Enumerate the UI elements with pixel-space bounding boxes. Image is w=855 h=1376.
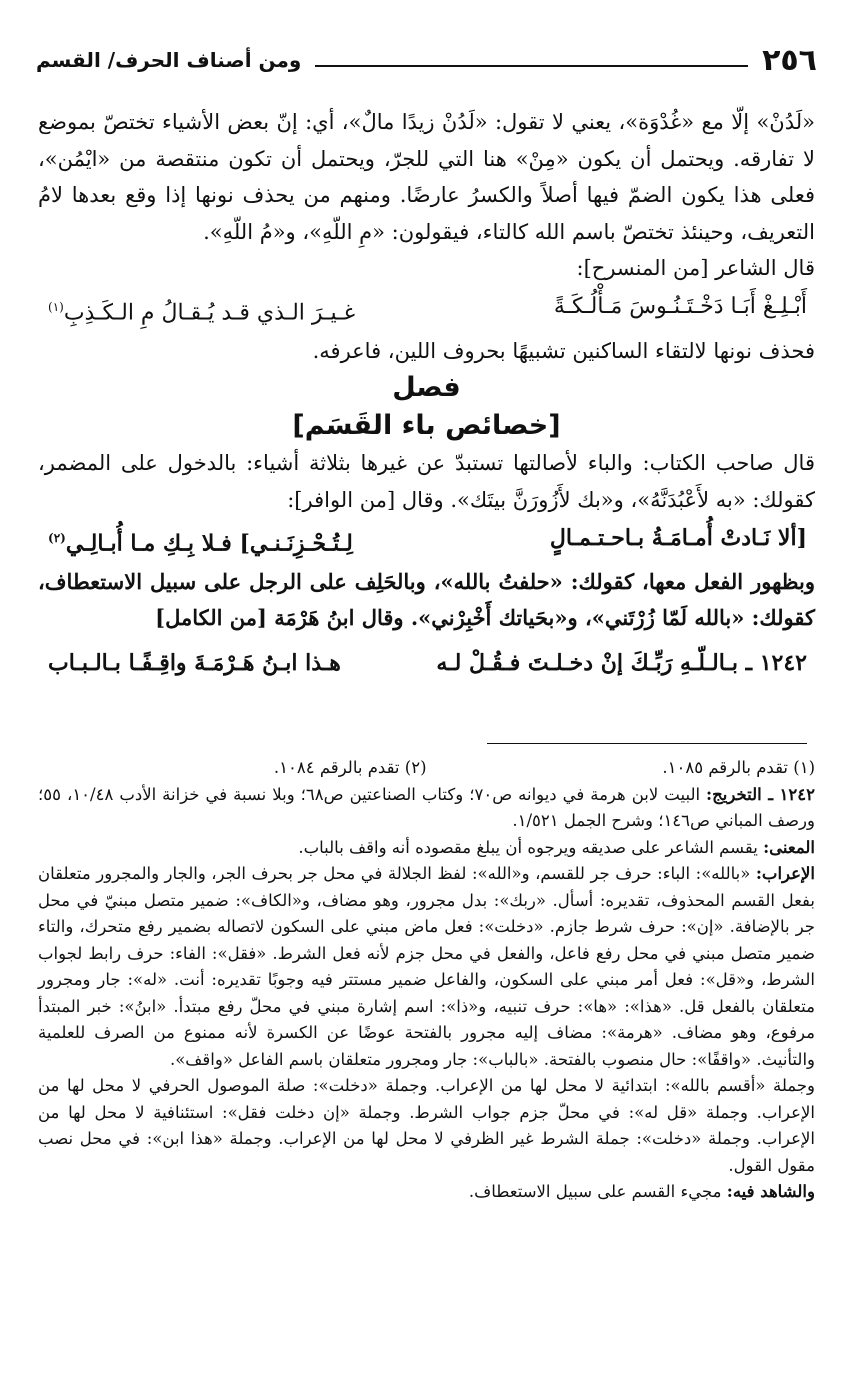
- paragraph-hadhf: فحذف نونها لالتقاء الساكنين تشبيهًا بحروف اللين، فاعرفه.: [312, 338, 815, 363]
- footnotes: [38, 755, 815, 1206]
- poet-intro-munsarih: قال الشاعر [من المنسرح]:: [576, 256, 815, 280]
- main-text: [38, 104, 815, 683]
- paragraph-ladun: «لَدُنْ» إلّا مع «غُدْوَة»، يعني لا تقول: «لَدُنْ زيدًا مالٌ»، أي: إنّ بعض الأشياء تختصّ بموضع لا تفارقه. ويحتمل أن يكون «مِنْ» هنا التي للجرّ، ويحتمل أن تكون منتقصة من «ايْمُن»، فعلى هذا يكون الضمّ فيها أصلاً والكسرُ عارضًا. ومنهم من يحذف نونها إذا وقع بعدها لامُ التعريف، وحينئذ تختصّ باسم الله كالتاء، فيقولون: «مِ اللّهِ»، و«مُ اللّهِ».: [38, 110, 815, 244]
- page-number: ٢٥٦: [762, 42, 817, 78]
- footnote-1: (١) تقدم بالرقم ١٠٨٥.: [662, 758, 815, 777]
- irab: [38, 861, 815, 1073]
- shahid-label: والشاهد فيه:: [726, 1182, 815, 1201]
- takhrij-text: البيت لابن هرمة في ديوانه ص٧٠؛ وكتاب الصناعتين ص٦٨؛ وبلا نسبة في خزانة الأدب ١٠/٤٨، ٥٥؛ ورصف المباني ص١٤٦؛ وشرح الجمل ١/٥٢١.: [38, 784, 815, 830]
- verse-2-second-hemistich: لِـتُـحْـزِنَـنـي] فـلا بِـكِ مـا أُبـالِـي: [65, 530, 353, 557]
- footnote-marker-2: (٢): [48, 531, 66, 546]
- paragraph-baa-qasam: قال صاحب الكتاب: والباء لأصالتها تستبدّ عن غيرها بثلاثة أشياء: بالدخول على المضمر، كقولك: «به لأَعْبُدَنَّهُ»، و«بك لأَزُورَنَّ بيتَك». وقال [من الوافر]:: [38, 451, 815, 512]
- takhrij-label: ١٢٤٢ ـ التخريج:: [706, 784, 815, 804]
- meaning-text: يقسم الشاعر على صديقه ويرجوه أن يبلغ مقصوده أنه واقف بالباب.: [298, 837, 764, 857]
- section-subtitle: [خصائص باء القَسَم]: [292, 410, 561, 442]
- page-header: [36, 40, 817, 80]
- verse-1242-second-hemistich: هـذا ابـنُ هَـرْمَـةَ واقِـفًـا بـالـبـاب: [48, 649, 341, 676]
- footnote-separator: [487, 743, 807, 744]
- paragraph-istiataf: وبظهور الفعل معها، كقولك: «حلفتُ بالله»، وبالحَلِف على الرجل على سبيل الاستعطاف، كقولك: «بالله لَمّا زُرْتَني»، و«بحَياتك أَخْبِرْني». وقال ابنُ هَرْمَة [من الكامل]: [38, 568, 815, 631]
- shahid: [38, 1179, 815, 1206]
- meaning: [38, 835, 815, 862]
- irab-label: الإعراب:: [755, 864, 815, 883]
- verse-1-first-hemistich: أَبْـلِـغْ أَبَـا دَخْـتَـنُـوسَ مَـأْلُـكَـةً: [553, 293, 807, 319]
- shahid-text: مجيء القسم على سبيل الاستعطاف.: [468, 1182, 727, 1201]
- footnote-row: [38, 755, 815, 782]
- verse-2-first-hemistich: [ألا نَـادتْ أُمـامَـةُ بـاحـتـمـالٍ: [549, 525, 807, 552]
- header-rule: [315, 65, 748, 67]
- jumal: وجملة «أقسم بالله»: ابتدائية لا محل لها من الإعراب. وجملة «دخلت»: صلة الموصول الحرفي لا محل لها من الإعراب. وجملة «قل له»: في محلّ جزم جواب الشرط. وجملة «إن دخلت فقل»: استئنافية لا محل لها من الإعراب. وجملة «دخلت»: جملة الشرط غير الظرفي لا محل لها من الإعراب. وجملة «هذا ابن»: في محل نصب مقول القول.: [38, 1076, 815, 1175]
- verse-2: [48, 518, 807, 563]
- irab-text: «بالله»: الباء: حرف جر للقسم، و«الله»: لفظ الجلالة في محل جر بحرف الجر، والجار والمجرور متعلقان بفعل القسم المحذوف، تقديره: أسأل. «ربك»: بدل مجرور، وهو مضاف، و«الكاف»: ضمير متصل مبنيّ في محل جر بالإضافة. «إن»: حرف شرط جازم. «دخلت»: فعل ماض مبني على السكون لاتصاله بضمير رفع متحرك، والتاء ضمير متصل مبني في محل رفع فاعل، والفعل في محل جزم لأنه فعل الشرط. «فقل»: الفاء: حرف رابط لجواب الشرط، و«قل»: فعل أمر مبني على السكون، والفاعل ضمير مستتر فيه وجوبًا تقديره: أنت. «له»: جار ومجرور متعلقان بالفعل قل. «هذا»: «ها»: حرف تنبيه، و«ذا»: اسم إشارة مبني في محلّ رفع مبتدأ. «ابنُ»: خبر المبتدأ مرفوع، وهو مضاف. «هرمة»: مضاف إليه مجرور بالفتحة عوضًا عن الكسرة لأنه ممنوع من الصرف للعلمية والتأنيث. «واقفًا»: حال منصوب بالفتحة. «بالباب»: جار ومجرور متعلقان باسم الفاعل «واقف».: [38, 864, 815, 1069]
- section-title: فصل: [392, 372, 461, 404]
- footnote-2: (٢) تقدم بالرقم ١٠٨٤.: [273, 758, 427, 777]
- verse-2-second-hemistich-wrap: [48, 518, 353, 563]
- verse-1: [48, 287, 807, 333]
- verse-1242: [48, 643, 807, 683]
- verse-1-second-hemistich-wrap: [48, 287, 355, 333]
- verse-1242-first-hemistich: ١٢٤٢ ـ بـالـلّـهِ رَبِّـكَ إنْ دخـلـتَ فـقُـلْ لـه: [436, 649, 807, 676]
- verse-1-second-hemistich: غـيـرَ الـذي قـد يُـقـالُ مِ الـكَـذِبِ: [63, 299, 356, 325]
- meaning-label: المعنى:: [763, 837, 815, 857]
- footnote-marker-1: (١): [48, 299, 64, 314]
- takhrij: [38, 782, 815, 835]
- running-title: ومن أصناف الحرف/ القسم: [36, 48, 302, 72]
